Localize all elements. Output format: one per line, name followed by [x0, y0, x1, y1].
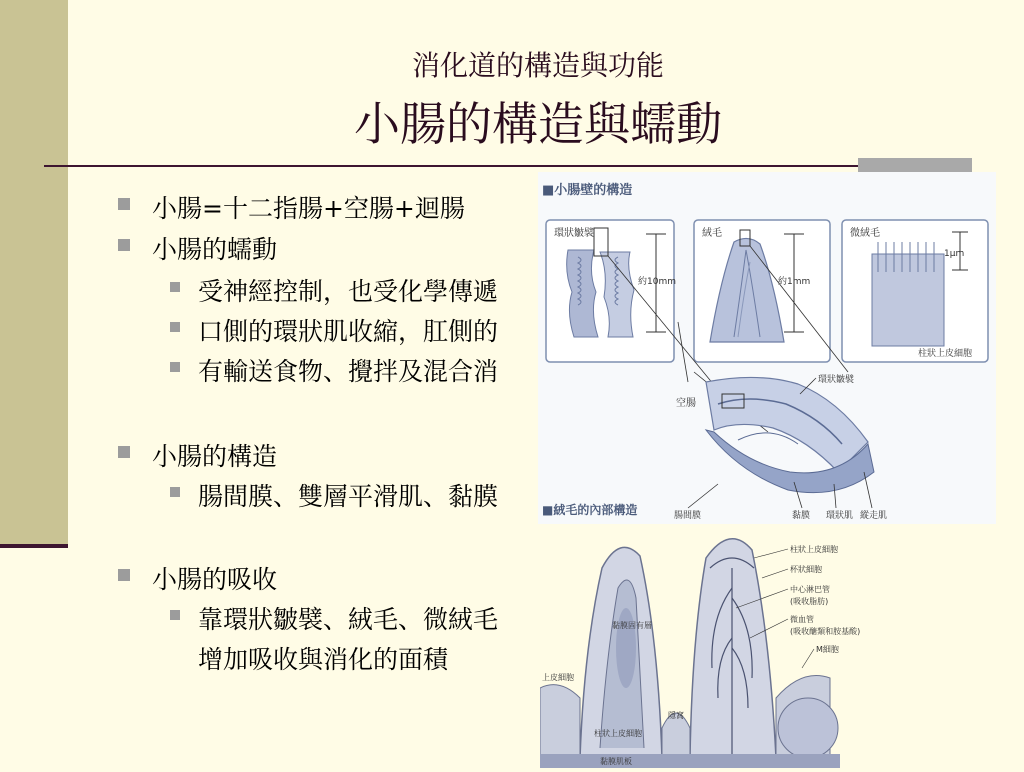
intestine-wall-diagram [538, 172, 996, 524]
bullet-text: 小腸=十二指腸+空腸+迴腸 [152, 194, 465, 223]
box1-size: 約10mm [638, 277, 676, 287]
square-bullet-icon [170, 487, 180, 497]
label-columnar-epithelium: 柱狀上皮細胞 [790, 545, 838, 554]
bullet-text: 小腸的吸收 [152, 565, 278, 594]
bullet-item [152, 230, 277, 266]
box3-size: 1μm [944, 249, 965, 259]
square-bullet-icon [170, 362, 180, 372]
intestine-wall-figure [538, 172, 996, 524]
label-mesentery: 腸間膜 [674, 511, 702, 521]
slide-title: 小腸的構造與蠕動 [354, 97, 722, 151]
bullet-text: 靠環狀皺襞、絨毛、微絨毛 [198, 605, 499, 634]
box3-label: 微絨毛 [850, 228, 880, 239]
label-lacteal-note: (吸收脂肪) [790, 597, 829, 606]
bullet-text: 小腸的蠕動 [152, 235, 278, 264]
label-m-cell: M細胞 [816, 645, 839, 654]
label-plicae: 環狀皺襞 [818, 375, 855, 385]
sub-bullet-item [198, 600, 498, 636]
label-lamina-propria: 黏膜固有層 [612, 621, 652, 630]
label-jejunum: 空腸 [676, 398, 696, 409]
bullet-text: 腸間膜、雙層平滑肌、黏膜 [198, 482, 499, 511]
villus-interior-figure [540, 528, 868, 768]
bullet-text: 有輸送食物、攪拌及混合消 [198, 357, 499, 386]
sub-bullet-item [198, 272, 498, 308]
label-mucosa: 黏膜 [792, 511, 811, 521]
square-bullet-icon [118, 569, 130, 581]
villus-interior-diagram [540, 528, 868, 768]
figure-heading: ■小腸壁的構造 [542, 183, 633, 198]
square-bullet-icon [170, 282, 180, 292]
bullet-text: 受神經控制，也受化學傳遞 [198, 277, 499, 306]
bullet-item [152, 189, 465, 225]
bullet-item [152, 437, 277, 473]
square-bullet-icon [118, 446, 130, 458]
square-bullet-icon [170, 610, 180, 620]
bullet-text: 小腸的構造 [152, 442, 278, 471]
bullet-text: 口側的環狀肌收縮，肛側的 [198, 317, 499, 346]
label-goblet-cell: 杯狀細胞 [790, 565, 822, 574]
square-bullet-icon [118, 198, 130, 210]
bullet-continuation [198, 640, 448, 676]
label-circular-muscle: 環狀肌 [826, 511, 854, 521]
square-bullet-icon [170, 322, 180, 332]
square-bullet-icon [118, 239, 130, 251]
box3-caption: 柱狀上皮細胞 [918, 349, 973, 359]
label-crypt: 隱窩 [668, 711, 684, 720]
label-epithelium: 上皮細胞 [542, 673, 574, 682]
label-longitudinal-muscle: 縱走肌 [860, 511, 888, 521]
label-lacteal: 中心淋巴管 [790, 585, 830, 594]
label-capillary-note: (吸收醣類和胺基酸) [790, 627, 861, 636]
sub-bullet-item [198, 312, 498, 348]
sub-bullet-item [198, 352, 498, 388]
box2-label: 絨毛 [702, 228, 722, 239]
sub-bullet-item [198, 477, 498, 513]
label-muscularis-mucosae: 黏膜肌板 [600, 757, 632, 766]
bullet-item [152, 560, 277, 596]
label-columnar-epithelium-2: 柱狀上皮細胞 [594, 729, 642, 738]
slide-subtitle: 消化道的構造與功能 [411, 49, 664, 82]
box2-size: 約1mm [778, 277, 811, 287]
label-capillary: 微血管 [790, 615, 814, 624]
bullet-text: 增加吸收與消化的面積 [198, 645, 449, 674]
box1-label: 環狀皺襞 [554, 228, 594, 239]
figure-heading-2: ■絨毛的內部構造 [542, 503, 638, 517]
